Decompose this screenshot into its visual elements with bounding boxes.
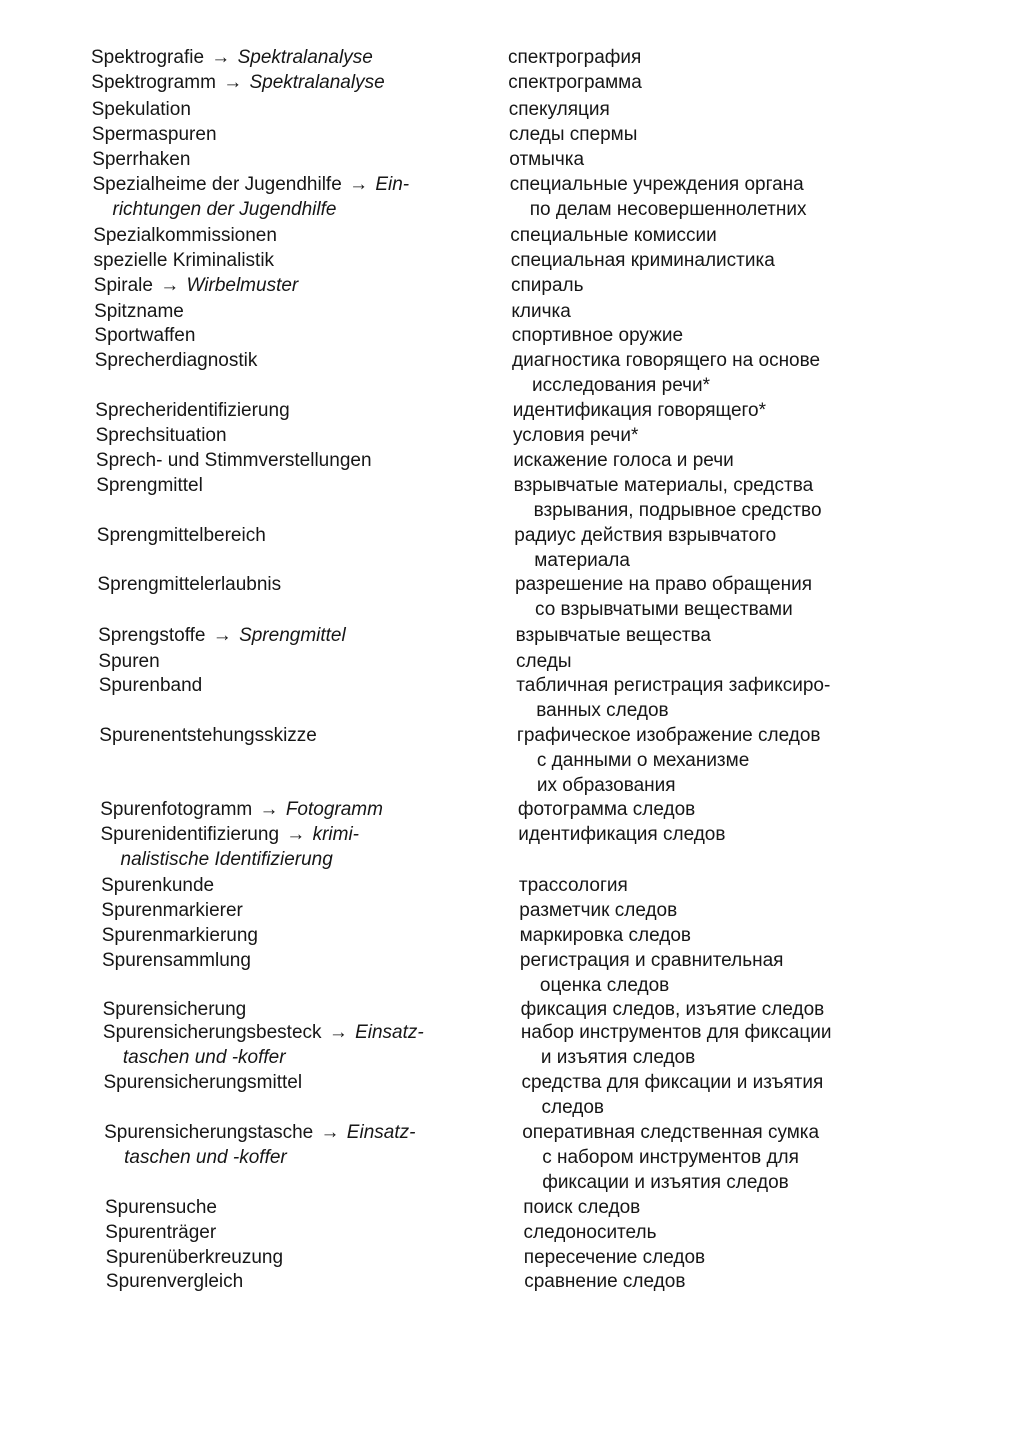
entry-translation	[513, 448, 1013, 473]
entry-row	[0, 1269, 1024, 1319]
translation-text: спектрограмма	[508, 72, 642, 93]
term-text: Spurenidentifizierung	[100, 824, 280, 845]
entry-row	[0, 948, 1024, 998]
entry-row	[0, 572, 1024, 622]
entry-translation	[516, 673, 1016, 723]
translation-text: следы спермы	[509, 124, 638, 145]
translation-text: фотограмма следов	[517, 799, 696, 820]
term-text: Sprengmittelbereich	[96, 525, 266, 546]
translation-continuation: исследования речи*	[532, 375, 711, 396]
entry-translation	[514, 473, 1014, 523]
translation-continuation: с данными о механизме	[536, 750, 750, 771]
translation-text: радиус действия взрывчатого	[514, 525, 777, 546]
translation-text: отмычка	[509, 149, 585, 170]
entry-term	[99, 723, 499, 748]
entry-term	[98, 623, 498, 648]
translation-text: спекуляция	[508, 99, 610, 120]
entry-term	[106, 1245, 506, 1270]
cross-reference: Wirbelmuster	[186, 275, 299, 296]
entry-term	[103, 1020, 503, 1070]
translation-continuation: их образования	[536, 775, 676, 796]
term-text: Sprengmittel	[96, 475, 203, 496]
see-also-arrow: →	[223, 72, 243, 93]
translation-text: табличная регистрация зафиксиро-	[516, 675, 831, 696]
entry-translation	[514, 523, 1014, 573]
term-text: Sprech- und Stimmverstellungen	[95, 450, 372, 471]
see-also-arrow: →	[160, 275, 180, 296]
entry-term	[103, 997, 503, 1022]
entry-term	[98, 649, 498, 674]
cross-reference: Einsatz-	[346, 1122, 416, 1143]
term-text: Spezialheime der Jugendhilfe	[92, 174, 342, 195]
translation-continuation: взрывания, подрывное средство	[533, 500, 822, 521]
term-text: Sprengstoffe	[98, 625, 206, 646]
entry-row	[0, 1120, 1024, 1193]
translation-text: условия речи*	[513, 425, 639, 446]
term-text: Spektrografie	[91, 47, 205, 68]
term-text: Spekulation	[91, 99, 191, 120]
translation-text: специальные комиссии	[510, 225, 717, 246]
translation-text: идентификация следов	[518, 824, 726, 845]
see-also-arrow: →	[211, 47, 231, 68]
translation-text: искажение голоса и речи	[513, 450, 734, 471]
translation-continuation: фиксации и изъятия следов	[542, 1172, 789, 1193]
term-text: Spurensammlung	[102, 950, 251, 971]
entry-translation	[511, 248, 1011, 273]
entry-term	[104, 1070, 504, 1095]
entry-translation	[524, 1245, 1024, 1270]
term-text: Spirale	[93, 275, 153, 296]
entry-term	[97, 572, 497, 597]
entry-row	[0, 523, 1024, 573]
translation-text: пересечение следов	[523, 1247, 706, 1268]
translation-text: спираль	[511, 275, 584, 296]
entry-translation	[509, 97, 1009, 122]
term-text: Sprengmittelerlaubnis	[97, 574, 282, 595]
term-text: Spurensicherung	[102, 999, 247, 1020]
entry-term	[92, 122, 492, 147]
entry-translation	[519, 873, 1019, 898]
cross-reference: Sprengmittel	[239, 625, 346, 646]
entry-translation	[512, 323, 1012, 348]
cross-reference: Fotogramm	[285, 799, 383, 820]
entry-translation	[510, 223, 1010, 248]
term-text: Spektrogramm	[91, 72, 216, 93]
entry-translation	[512, 348, 1012, 398]
entry-term	[95, 348, 495, 373]
entry-translation	[518, 797, 1018, 822]
translation-text: специальные учреждения органа	[509, 174, 804, 195]
entry-term	[101, 898, 501, 923]
translation-continuation: с набором инструментов для	[542, 1147, 799, 1168]
entry-translation	[517, 723, 1017, 798]
see-also-arrow: →	[328, 1022, 348, 1043]
term-text: Spurenkunde	[101, 875, 215, 896]
entry-term	[93, 223, 493, 248]
term-text: Spurenband	[98, 675, 203, 696]
entry-term	[99, 673, 499, 698]
translation-text: разрешение на право обращения	[515, 574, 812, 595]
cross-reference: Einsatz-	[355, 1022, 424, 1043]
entry-term	[100, 797, 500, 822]
cross-reference: Spektralanalyse	[237, 47, 373, 68]
entry-translation	[516, 623, 1016, 648]
term-text: Spurensicherungsbesteck	[102, 1022, 322, 1043]
entry-translation	[522, 1120, 1022, 1195]
term-text: Spurenüberkreuzung	[105, 1247, 284, 1268]
entry-term	[106, 1269, 506, 1294]
term-text: Sprecheridentifizierung	[95, 400, 290, 421]
entry-row	[0, 172, 1024, 222]
translation-text: кличка	[511, 301, 571, 322]
translation-text: специальная криминалистика	[510, 250, 775, 271]
translation-text: набор инструментов для фиксации	[520, 1022, 832, 1043]
entry-translation	[522, 1070, 1022, 1120]
entry-term	[95, 398, 495, 423]
entry-term	[94, 323, 494, 348]
translation-text: спектрография	[508, 47, 642, 68]
term-text: Spurenmarkierer	[101, 900, 243, 921]
term-text: Spitzname	[94, 301, 184, 322]
entry-translation	[520, 923, 1020, 948]
translation-text: маркировка следов	[519, 925, 692, 946]
term-text: Sperrhaken	[92, 149, 191, 170]
see-also-arrow: →	[286, 824, 306, 845]
entry-row	[0, 822, 1024, 872]
entry-term	[101, 822, 501, 872]
entry-translation	[524, 1220, 1024, 1245]
entry-term	[97, 523, 497, 548]
term-text: Spurenentstehungsskizze	[99, 725, 317, 746]
entry-translation	[513, 423, 1013, 448]
term-text: Spurenträger	[105, 1222, 217, 1243]
translation-text: идентификация говорящего*	[512, 400, 766, 421]
term-text: Sprechsituation	[95, 425, 227, 446]
translation-text: поиск следов	[523, 1197, 641, 1218]
translation-continuation: по делам несовершеннолетних	[529, 199, 807, 220]
entry-term	[105, 1220, 505, 1245]
entry-translation	[521, 1020, 1021, 1070]
term-text: Spuren	[98, 651, 160, 672]
see-also-arrow: →	[259, 799, 279, 820]
entry-translation	[509, 122, 1009, 147]
entry-translation	[524, 1269, 1024, 1294]
entry-term	[94, 299, 494, 324]
entry-translation	[523, 1195, 1023, 1220]
term-text: Sprecherdiagnostik	[94, 350, 258, 371]
translation-continuation: следов	[541, 1097, 604, 1118]
translation-text: разметчик следов	[519, 900, 678, 921]
term-text: Spurensuche	[105, 1197, 217, 1218]
entry-term	[92, 147, 492, 172]
entry-translation	[511, 273, 1011, 298]
entry-term	[92, 97, 492, 122]
translation-text: следы	[516, 651, 572, 672]
cross-reference-continuation: richtungen der Jugendhilfe	[112, 199, 337, 220]
entry-term	[94, 248, 494, 273]
term-text: Spermaspuren	[91, 124, 217, 145]
cross-reference-continuation: nalistische Identifizierung	[120, 849, 333, 870]
entry-translation	[518, 822, 1018, 847]
term-text: Spezialkommissionen	[93, 225, 277, 246]
entry-translation	[513, 398, 1013, 423]
entry-translation	[520, 948, 1020, 998]
cross-reference-continuation: taschen und -koffer	[124, 1147, 287, 1168]
translation-continuation: и изъятия следов	[540, 1047, 696, 1068]
entry-translation	[511, 299, 1011, 324]
term-text: Spurenmarkierung	[101, 925, 258, 946]
entry-term	[94, 273, 494, 298]
see-also-arrow: →	[349, 174, 369, 195]
see-also-arrow: →	[212, 625, 232, 646]
translation-text: оперативная следственная сумка	[522, 1122, 820, 1143]
entry-row	[0, 673, 1024, 723]
translation-text: средства для фиксации и изъятия	[521, 1072, 824, 1093]
cross-reference-continuation: taschen und -koffer	[122, 1047, 286, 1068]
entry-translation	[509, 147, 1009, 172]
cross-reference: Ein-	[375, 174, 410, 195]
translation-text: графическое изображение следов	[516, 725, 821, 746]
entry-term	[91, 45, 491, 70]
entry-term	[102, 923, 502, 948]
entry-row	[0, 723, 1024, 796]
translation-text: сравнение следов	[524, 1271, 686, 1292]
entry-term	[96, 423, 496, 448]
translation-continuation: материала	[534, 550, 630, 571]
term-text: Sportwaffen	[94, 325, 196, 346]
translation-text: следоноситель	[523, 1222, 657, 1243]
term-text: Spurensicherungsmittel	[103, 1072, 303, 1093]
translation-continuation: оценка следов	[539, 975, 670, 996]
entry-translation	[521, 997, 1021, 1022]
entry-term	[93, 172, 493, 222]
translation-text: диагностика говорящего на основе	[512, 350, 821, 371]
translation-continuation: ванных следов	[536, 700, 669, 721]
translation-text: трассология	[518, 875, 628, 896]
cross-reference: Spektralanalyse	[249, 72, 385, 93]
entry-term	[102, 948, 502, 973]
entry-term	[105, 1195, 505, 1220]
entry-translation	[516, 649, 1016, 674]
entry-translation	[515, 572, 1015, 622]
cross-reference: krimi-	[312, 824, 360, 845]
translation-text: фиксация следов, изъятие следов	[520, 999, 825, 1020]
entry-translation	[519, 898, 1019, 923]
entry-row	[0, 348, 1024, 398]
entry-row	[0, 473, 1024, 523]
entry-translation	[510, 172, 1010, 222]
entry-term	[91, 70, 491, 95]
entry-term	[96, 473, 496, 498]
translation-continuation: со взрывчатыми веществами	[535, 599, 793, 620]
translation-text: спортивное оружие	[511, 325, 684, 346]
see-also-arrow: →	[320, 1122, 340, 1143]
translation-text: регистрация и сравнительная	[519, 950, 784, 971]
term-text: Spurenvergleich	[105, 1271, 244, 1292]
term-text: Spurenfotogramm	[100, 799, 253, 820]
entry-row	[0, 1020, 1024, 1070]
term-text: spezielle Kriminalistik	[93, 250, 275, 271]
entry-translation	[508, 70, 1008, 95]
term-text: Spurensicherungstasche	[104, 1122, 314, 1143]
entry-row	[0, 1070, 1024, 1120]
translation-text: взрывчатые материалы, средства	[513, 475, 814, 496]
entry-term	[104, 1120, 504, 1170]
translation-text: взрывчатые вещества	[515, 625, 711, 646]
entry-term	[101, 873, 501, 898]
entry-term	[96, 448, 496, 473]
entry-translation	[508, 45, 1008, 70]
